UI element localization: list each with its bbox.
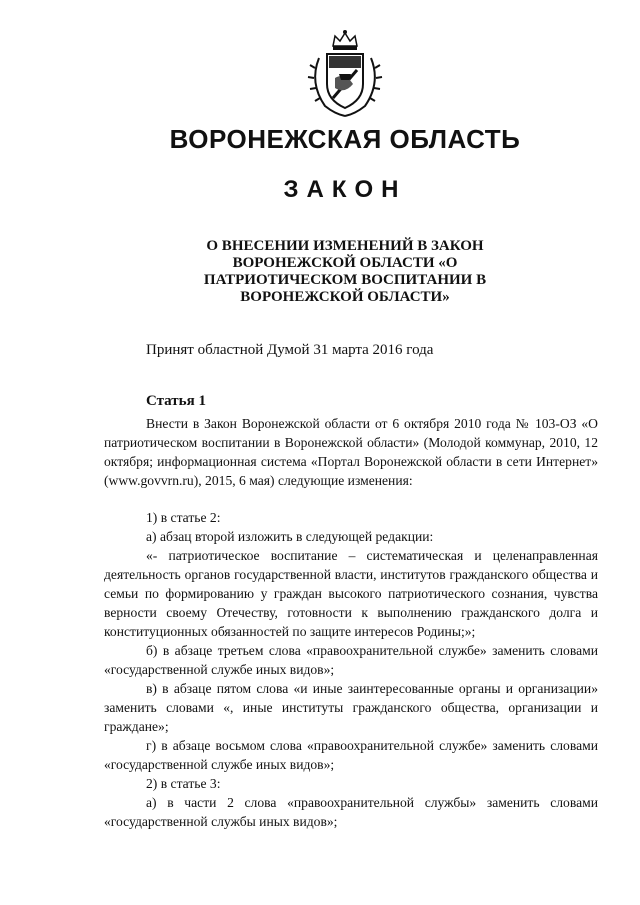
article-body [104, 414, 598, 831]
document-type: ЗАКОН [283, 176, 407, 203]
paragraph: б) в абзаце третьем слова «правоохранительной службе» заменить словами «государственной службе иных видов»; [104, 643, 598, 677]
adoption-date: Принят областной Думой 31 марта 2016 года [146, 342, 434, 358]
paragraph: г) в абзаце восьмом слова «правоохранительной службе» заменить словами «государственной службе иных видов»; [104, 738, 598, 772]
article-heading: Статья 1 [146, 393, 206, 409]
paragraph: 1) в статье 2: [146, 510, 221, 525]
paragraph: а) в части 2 слова «правоохранительной службы» заменить словами «государственной службы иных видов»; [104, 795, 598, 829]
region-title: ВОРОНЕЖСКАЯ ОБЛАСТЬ [169, 124, 521, 154]
paragraph: Внести в Закон Воронежской области от 6 октября 2010 года № 103-ОЗ «О патриотическом воспитании в Воронежской области» (Молодой коммунар, 2010, 12 октября; информационная система «Портал Воронежской области в сети Интернет» (www.govvrn.ru), 2015, 6 мая) следующие изменения: [104, 416, 598, 488]
paragraph: а) абзац второй изложить в следующей редакции: [146, 529, 434, 544]
law-title: О ВНЕСЕНИИ ИЗМЕНЕНИЙ В ЗАКОН ВОРОНЕЖСКОЙ ОБЛАСТИ «О ПАТРИОТИЧЕСКОМ ВОСПИТАНИИ В ВОРОНЕЖСКОЙ ОБЛАСТИ» [203, 238, 487, 305]
paragraph: в) в абзаце пятом слова «и иные заинтересованные органы и организации» заменить словами «, иные институты гражданского общества, организации и граждане»; [104, 681, 598, 734]
coat-of-arms-icon [305, 28, 385, 118]
paragraph: 2) в статье 3: [146, 776, 221, 791]
paragraph: «- патриотическое воспитание – систематическая и целенаправленная деятельность органов государственной власти, институтов гражданского общества и семьи по формированию у граждан высокого патриотического сознания, чувства верности своему Отечеству, готовности к выполнению гражданского долга и конституционных обязанностей по защите интересов Родины;»; [104, 548, 598, 639]
